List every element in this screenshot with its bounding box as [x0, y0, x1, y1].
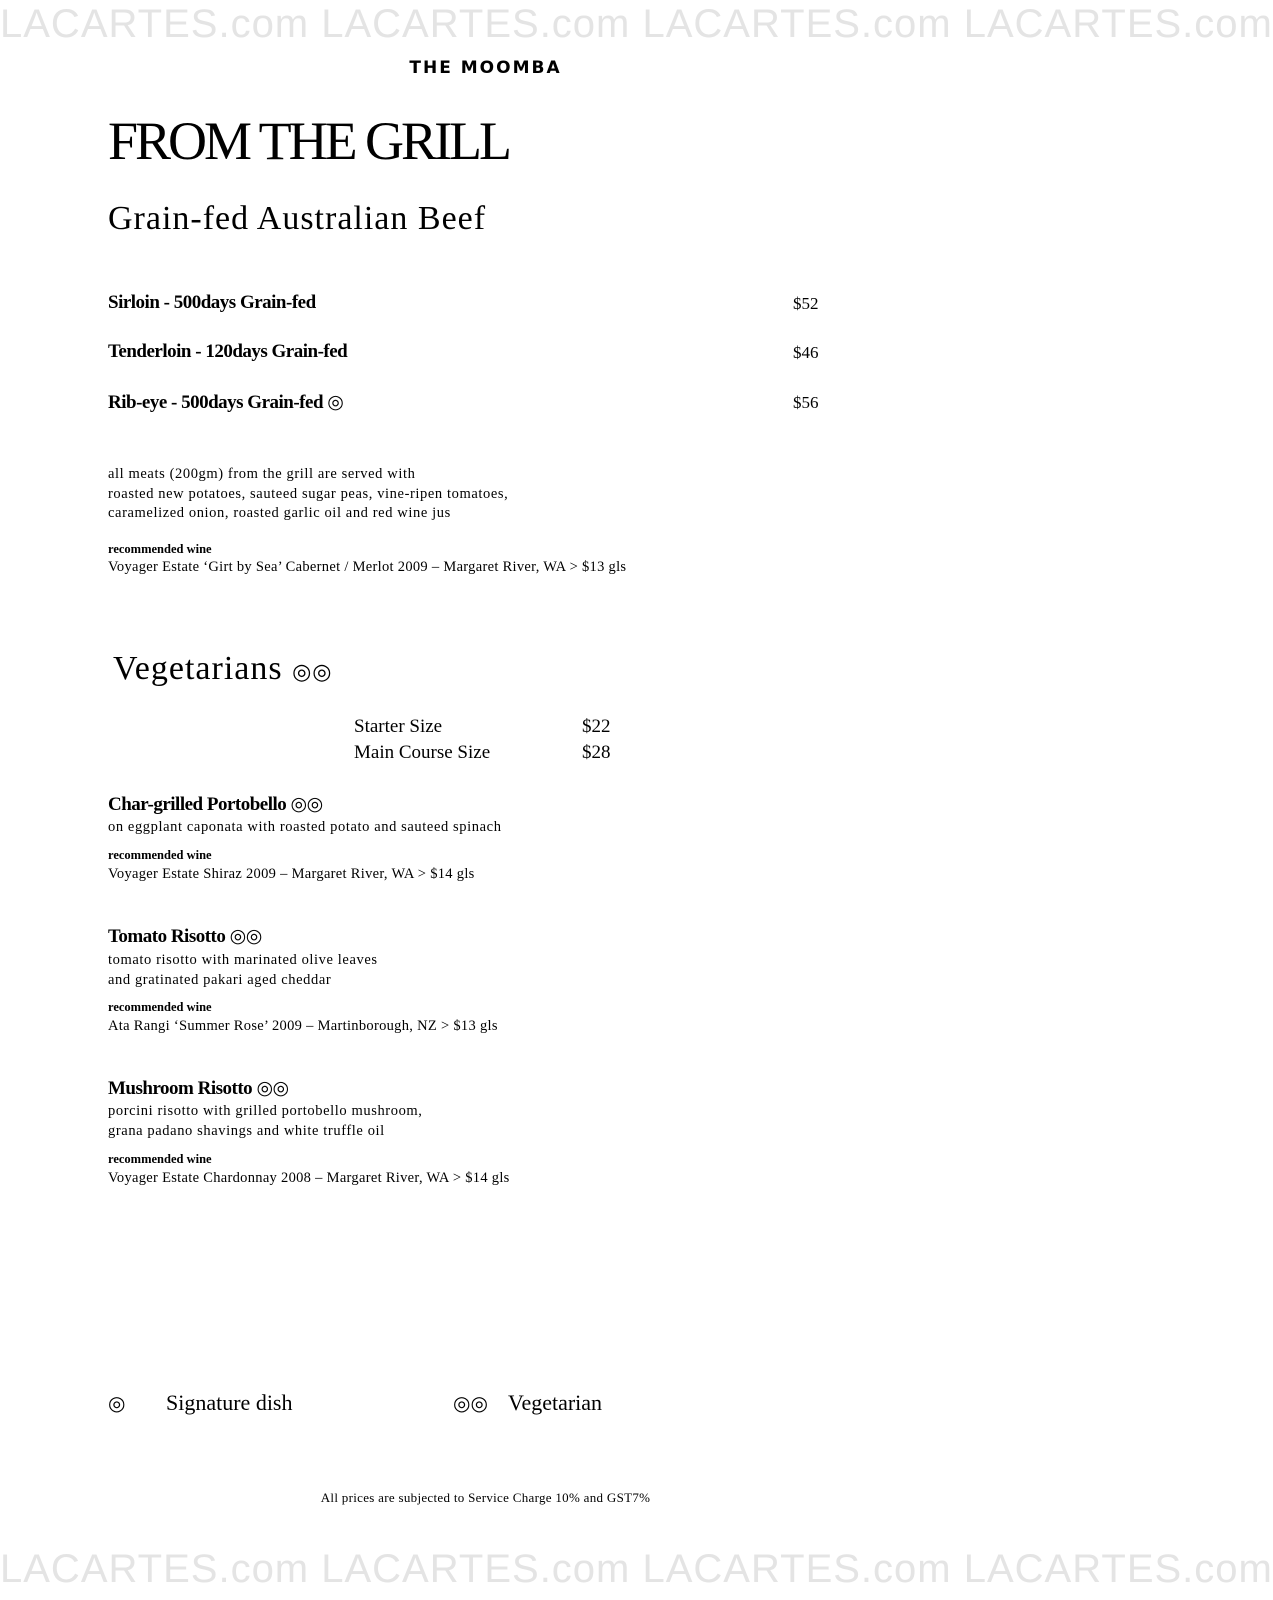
veg-recommended-wine: Ata Rangi ‘Summer Rose’ 2009 – Martinborough, NZ > $13 gls	[108, 1018, 498, 1034]
veg-item-tomato-risotto	[108, 925, 262, 948]
grill-price-ribeye: $56	[793, 393, 819, 412]
grill-recommended-label: recommended wine	[108, 542, 212, 556]
size-main-label: Main Course Size	[354, 742, 491, 763]
watermark-top: LACARTES.com LACARTES.com LACARTES.com LACARTES.com	[0, 2, 1273, 46]
veg-recommended-label: recommended wine	[108, 1000, 212, 1014]
signature-icon: ◎	[327, 391, 344, 413]
page-title: FROM THE GRILL	[108, 111, 510, 171]
legend-signature-label: Signature dish	[166, 1390, 293, 1415]
vegetarian-title: Vegetarians	[113, 650, 283, 687]
grill-description: all meats (200gm) from the grill are served with roasted new potatoes, sauteed sugar peas, vine-ripen tomatoes, caramelized onion, roasted garlic oil and red wine jus	[108, 466, 509, 521]
grill-recommended-wine: Voyager Estate ‘Girt by Sea’ Cabernet / Merlot 2009 – Margaret River, WA > $13 gls	[108, 559, 627, 575]
veg-recommended-label: recommended wine	[108, 1152, 212, 1166]
legend-vegetarian-label: Vegetarian	[508, 1390, 603, 1415]
legend-signature-icon: ◎	[108, 1391, 126, 1415]
grill-item-ribeye	[108, 391, 343, 414]
vegetarian-heading	[113, 650, 333, 688]
veg-item-description: porcini risotto with grilled portobello mushroom, grana padano shavings and white truffle oil	[108, 1103, 423, 1139]
vegetarian-icon: ◎◎	[290, 793, 323, 815]
legend-vegetarian-icon: ◎◎	[453, 1391, 488, 1415]
restaurant-logo: THE MOOMBA	[409, 58, 562, 78]
size-starter-label: Starter Size	[354, 716, 443, 737]
veg-item-portobello	[108, 793, 323, 816]
grill-price-sirloin: $52	[793, 294, 819, 313]
item-name: Tomato Risotto	[108, 926, 226, 947]
veg-recommended-wine: Voyager Estate Chardonnay 2008 – Margaret River, WA > $14 gls	[108, 1170, 510, 1186]
watermark-bottom: LACARTES.com LACARTES.com LACARTES.com LACARTES.com	[0, 1547, 1273, 1591]
size-main-price: $28	[582, 742, 611, 763]
vegetarian-icon: ◎◎	[229, 925, 262, 947]
grill-item-sirloin	[108, 292, 316, 314]
item-name: Mushroom Risotto	[108, 1078, 253, 1099]
veg-recommended-wine: Voyager Estate Shiraz 2009 – Margaret River, WA > $14 gls	[108, 866, 475, 882]
size-starter-price: $22	[582, 716, 611, 737]
item-name: Tenderloin - 120days Grain-fed	[108, 341, 348, 362]
item-name: Rib-eye - 500days Grain-fed	[108, 392, 324, 413]
veg-item-description: on eggplant caponata with roasted potato and sauteed spinach	[108, 819, 502, 835]
veg-item-mushroom-risotto	[108, 1077, 289, 1100]
veg-item-description: tomato risotto with marinated olive leaves and gratinated pakari aged cheddar	[108, 952, 378, 988]
item-name: Sirloin - 500days Grain-fed	[108, 292, 316, 313]
grill-price-tenderloin: $46	[793, 343, 819, 362]
grill-item-tenderloin	[108, 341, 347, 363]
vegetarian-icon: ◎◎	[292, 660, 333, 685]
section-subtitle: Grain-fed Australian Beef	[108, 200, 487, 237]
item-name: Char-grilled Portobello	[108, 794, 287, 815]
footer-note: All prices are subjected to Service Charge 10% and GST7%	[320, 1490, 651, 1505]
vegetarian-icon: ◎◎	[256, 1077, 289, 1099]
veg-recommended-label: recommended wine	[108, 848, 212, 862]
